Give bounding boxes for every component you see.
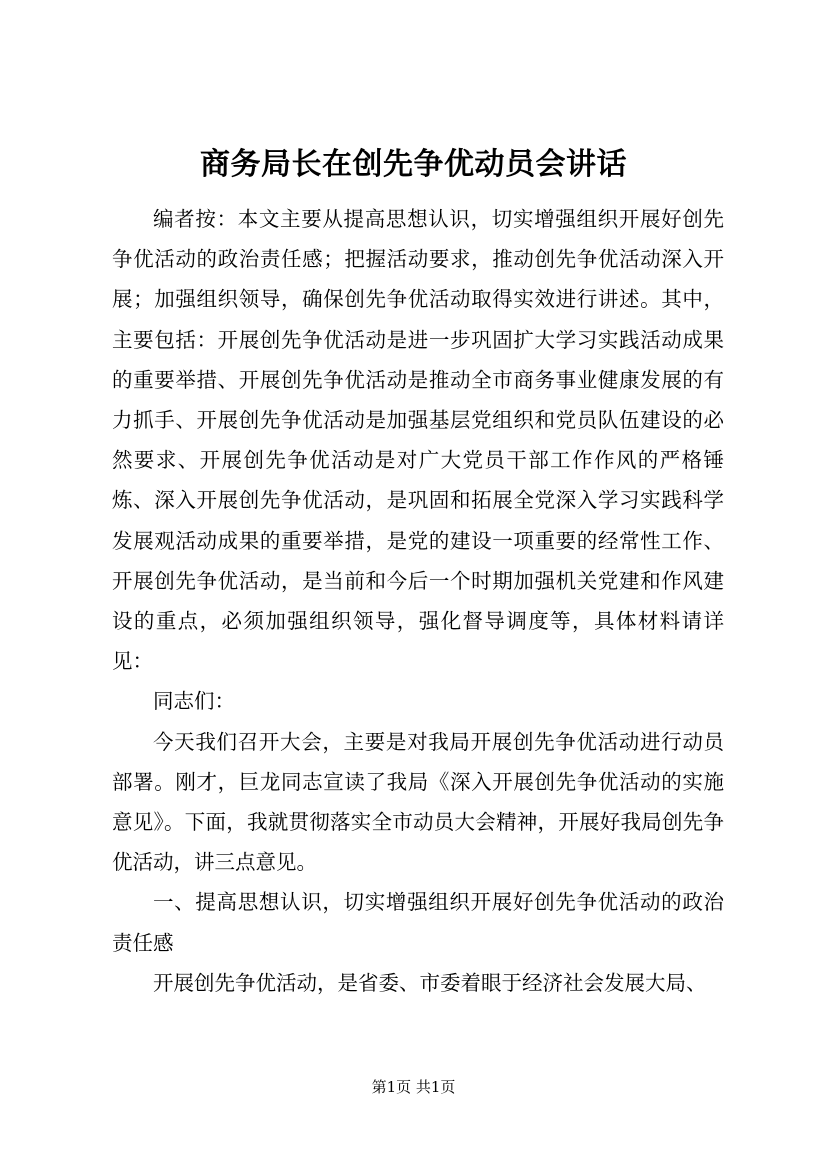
section-heading: 一、提高思想认识，切实增强组织开展好创先争优活动的政治责任感 (112, 890, 724, 955)
page-footer: 第1页 共1页 (371, 1078, 456, 1096)
body-paragraph: 今天我们召开大会，主要是对我局开展创先争优活动进行动员部署。刚才，巨龙同志宣读了我局《深入开展创先争优活动的实施意见》。下面，我就贯彻落实全市动员大会精神，开展好我局创先争优活动，讲三点意见。 (112, 729, 724, 875)
salutation-paragraph: 同志们： (153, 689, 235, 714)
document-body (112, 199, 724, 1003)
editor-note-paragraph: 编者按：本文主要从提高思想认识，切实增强组织开展好创先争优活动的政治责任感；把握活动要求，推动创先争优活动深入开展；加强组织领导，确保创先争优活动取得实效进行讲述。其中，主要包括：开展创先争优活动是进一步巩固扩大学习实践活动成果的重要举措、开展创先争优活动是推动全市商务事业健康发展的有力抓手、开展创先争优活动是加强基层党组织和党员队伍建设的必然要求、开展创先争优活动是对广大党员干部工作作风的严格锤炼、深入开展创先争优活动，是巩固和拓展全党深入学习实践科学发展观活动成果的重要举措，是党的建设一项重要的经常性工作、开展创先争优活动，是当前和今后一个时期加强机关党建和作风建设的重点，必须加强组织领导，强化督导调度等，具体材料请详见： (112, 207, 724, 674)
page-title: 商务局长在创先争优动员会讲话 (200, 147, 627, 182)
body-paragraph: 开展创先争优活动，是省委、市委着眼于经济社会发展大局、 (153, 970, 707, 995)
